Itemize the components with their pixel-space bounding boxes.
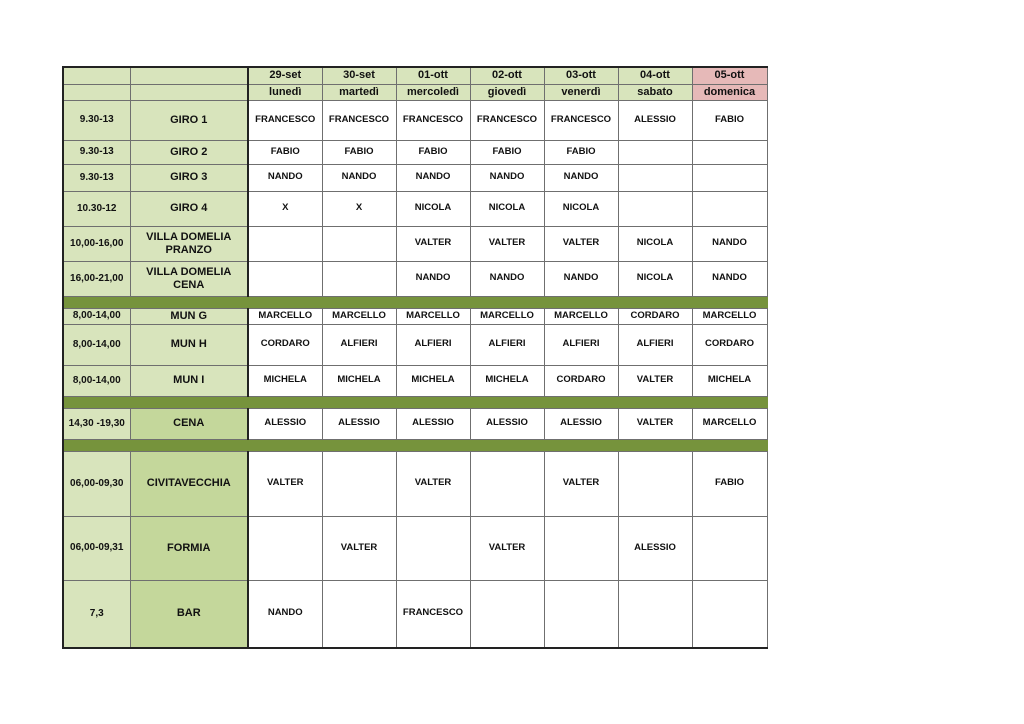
assignment-cell: FABIO: [692, 451, 767, 516]
separator-cell: [322, 439, 396, 451]
assignment-cell: MARCELLO: [692, 308, 767, 324]
separator-cell: [618, 396, 692, 408]
separator-cell: [63, 439, 130, 451]
table-row: [63, 408, 767, 439]
assignment-cell: VALTER: [470, 516, 544, 580]
assignment-cell: FRANCESCO: [396, 100, 470, 140]
table-row: [63, 140, 767, 164]
day-weekday-header: lunedì: [248, 84, 322, 100]
assignment-cell: FABIO: [396, 140, 470, 164]
assignment-cell: [396, 516, 470, 580]
assignment-cell: VALTER: [544, 226, 618, 261]
shift-label: GIRO 1: [130, 100, 248, 140]
assignment-cell: NICOLA: [618, 226, 692, 261]
assignment-cell: [322, 580, 396, 648]
assignment-cell: [322, 261, 396, 296]
assignment-cell: NANDO: [544, 164, 618, 191]
separator-cell: [396, 396, 470, 408]
assignment-cell: [618, 191, 692, 226]
assignment-cell: NANDO: [692, 261, 767, 296]
shift-time: 8,00-14,00: [63, 308, 130, 324]
assignment-cell: NICOLA: [470, 191, 544, 226]
assignment-cell: FABIO: [692, 100, 767, 140]
assignment-cell: [618, 140, 692, 164]
assignment-cell: ALFIERI: [396, 324, 470, 365]
assignment-cell: ALESSIO: [618, 516, 692, 580]
assignment-cell: MARCELLO: [692, 408, 767, 439]
separator-cell: [618, 296, 692, 308]
assignment-cell: [618, 164, 692, 191]
table-row: [63, 308, 767, 324]
table-row: [63, 191, 767, 226]
table-row: [63, 365, 767, 396]
assignment-cell: MICHELA: [692, 365, 767, 396]
day-date-header: 30-set: [322, 67, 396, 84]
assignment-cell: [544, 580, 618, 648]
separator-cell: [470, 439, 544, 451]
assignment-cell: X: [322, 191, 396, 226]
shift-time: 14,30 -19,30: [63, 408, 130, 439]
table-row: [63, 226, 767, 261]
section-separator: [63, 296, 767, 308]
assignment-cell: MICHELA: [470, 365, 544, 396]
separator-cell: [396, 439, 470, 451]
shift-time: 06,00-09,31: [63, 516, 130, 580]
header-blank: [63, 67, 130, 84]
separator-cell: [544, 296, 618, 308]
assignment-cell: ALESSIO: [248, 408, 322, 439]
assignment-cell: MICHELA: [396, 365, 470, 396]
shift-label: MUN I: [130, 365, 248, 396]
table-row: [63, 324, 767, 365]
assignment-cell: NANDO: [396, 261, 470, 296]
schedule-table: [62, 66, 768, 649]
assignment-cell: FABIO: [248, 140, 322, 164]
assignment-cell: NICOLA: [544, 191, 618, 226]
assignment-cell: FRANCESCO: [470, 100, 544, 140]
shift-time: 06,00-09,30: [63, 451, 130, 516]
shift-label: GIRO 3: [130, 164, 248, 191]
shift-label: FORMIA: [130, 516, 248, 580]
assignment-cell: [322, 451, 396, 516]
assignment-cell: NANDO: [544, 261, 618, 296]
assignment-cell: MICHELA: [248, 365, 322, 396]
day-weekday-header: mercoledì: [396, 84, 470, 100]
day-date-header: 03-ott: [544, 67, 618, 84]
shift-label: VILLA DOMELIA CENA: [130, 261, 248, 296]
assignment-cell: [470, 580, 544, 648]
assignment-cell: VALTER: [322, 516, 396, 580]
shift-time: 10,00-16,00: [63, 226, 130, 261]
shift-label: MUN H: [130, 324, 248, 365]
assignment-cell: NICOLA: [618, 261, 692, 296]
assignment-cell: [544, 516, 618, 580]
assignment-cell: NANDO: [470, 164, 544, 191]
day-date-header: 29-set: [248, 67, 322, 84]
assignment-cell: FRANCESCO: [322, 100, 396, 140]
separator-cell: [130, 296, 248, 308]
assignment-cell: ALFIERI: [470, 324, 544, 365]
day-weekday-header: martedì: [322, 84, 396, 100]
day-weekday-header: domenica: [692, 84, 767, 100]
section-separator: [63, 396, 767, 408]
shift-time: 9.30-13: [63, 100, 130, 140]
header-blank: [130, 67, 248, 84]
shift-label: VILLA DOMELIA PRANZO: [130, 226, 248, 261]
section-separator: [63, 439, 767, 451]
assignment-cell: MARCELLO: [396, 308, 470, 324]
separator-cell: [544, 439, 618, 451]
assignment-cell: MARCELLO: [322, 308, 396, 324]
day-date-header: 04-ott: [618, 67, 692, 84]
assignment-cell: [618, 580, 692, 648]
separator-cell: [692, 296, 767, 308]
assignment-cell: [322, 226, 396, 261]
assignment-cell: NANDO: [396, 164, 470, 191]
assignment-cell: ALESSIO: [618, 100, 692, 140]
assignment-cell: [692, 140, 767, 164]
header-blank: [130, 84, 248, 100]
assignment-cell: CORDARO: [544, 365, 618, 396]
shift-label: GIRO 4: [130, 191, 248, 226]
assignment-cell: VALTER: [618, 408, 692, 439]
separator-cell: [322, 296, 396, 308]
table-row: [63, 516, 767, 580]
day-weekday-header: giovedì: [470, 84, 544, 100]
assignment-cell: NANDO: [470, 261, 544, 296]
assignment-cell: VALTER: [470, 226, 544, 261]
assignment-cell: [692, 164, 767, 191]
assignment-cell: [248, 261, 322, 296]
assignment-cell: X: [248, 191, 322, 226]
separator-cell: [322, 396, 396, 408]
shift-label: MUN G: [130, 308, 248, 324]
assignment-cell: VALTER: [396, 226, 470, 261]
shift-time: 16,00-21,00: [63, 261, 130, 296]
day-date-header: 01-ott: [396, 67, 470, 84]
assignment-cell: [692, 516, 767, 580]
table-row: [63, 100, 767, 140]
assignment-cell: [692, 191, 767, 226]
schedule-sheet: [62, 66, 766, 649]
assignment-cell: MARCELLO: [248, 308, 322, 324]
shift-time: 9.30-13: [63, 140, 130, 164]
assignment-cell: ALESSIO: [470, 408, 544, 439]
separator-cell: [692, 396, 767, 408]
assignment-cell: [248, 226, 322, 261]
assignment-cell: VALTER: [618, 365, 692, 396]
assignment-cell: [692, 580, 767, 648]
table-row: [63, 261, 767, 296]
shift-label: BAR: [130, 580, 248, 648]
assignment-cell: VALTER: [396, 451, 470, 516]
separator-cell: [130, 439, 248, 451]
assignment-cell: MICHELA: [322, 365, 396, 396]
separator-cell: [470, 296, 544, 308]
table-row: [63, 164, 767, 191]
separator-cell: [544, 396, 618, 408]
assignment-cell: ALFIERI: [322, 324, 396, 365]
shift-label: GIRO 2: [130, 140, 248, 164]
separator-cell: [63, 396, 130, 408]
separator-cell: [63, 296, 130, 308]
separator-cell: [396, 296, 470, 308]
day-date-header: 02-ott: [470, 67, 544, 84]
separator-cell: [248, 439, 322, 451]
separator-cell: [692, 439, 767, 451]
assignment-cell: ALFIERI: [544, 324, 618, 365]
table-row: [63, 451, 767, 516]
assignment-cell: NANDO: [248, 164, 322, 191]
assignment-cell: NICOLA: [396, 191, 470, 226]
day-weekday-header: venerdì: [544, 84, 618, 100]
assignment-cell: NANDO: [248, 580, 322, 648]
header-blank: [63, 84, 130, 100]
assignment-cell: FRANCESCO: [544, 100, 618, 140]
assignment-cell: VALTER: [248, 451, 322, 516]
assignment-cell: [248, 516, 322, 580]
table-row: [63, 580, 767, 648]
header-row-date: [63, 67, 767, 84]
assignment-cell: NANDO: [322, 164, 396, 191]
assignment-cell: FABIO: [544, 140, 618, 164]
day-date-header: 05-ott: [692, 67, 767, 84]
assignment-cell: ALESSIO: [396, 408, 470, 439]
assignment-cell: [470, 451, 544, 516]
day-weekday-header: sabato: [618, 84, 692, 100]
shift-time: 10.30-12: [63, 191, 130, 226]
shift-time: 7,3: [63, 580, 130, 648]
shift-time: 9.30-13: [63, 164, 130, 191]
shift-time: 8,00-14,00: [63, 365, 130, 396]
assignment-cell: MARCELLO: [544, 308, 618, 324]
separator-cell: [130, 396, 248, 408]
assignment-cell: ALESSIO: [322, 408, 396, 439]
separator-cell: [248, 296, 322, 308]
assignment-cell: FRANCESCO: [396, 580, 470, 648]
assignment-cell: FABIO: [322, 140, 396, 164]
assignment-cell: FABIO: [470, 140, 544, 164]
assignment-cell: CORDARO: [248, 324, 322, 365]
shift-time: 8,00-14,00: [63, 324, 130, 365]
assignment-cell: CORDARO: [618, 308, 692, 324]
shift-label: CENA: [130, 408, 248, 439]
separator-cell: [618, 439, 692, 451]
assignment-cell: FRANCESCO: [248, 100, 322, 140]
assignment-cell: VALTER: [544, 451, 618, 516]
assignment-cell: CORDARO: [692, 324, 767, 365]
assignment-cell: MARCELLO: [470, 308, 544, 324]
assignment-cell: ALFIERI: [618, 324, 692, 365]
separator-cell: [248, 396, 322, 408]
assignment-cell: ALESSIO: [544, 408, 618, 439]
separator-cell: [470, 396, 544, 408]
assignment-cell: NANDO: [692, 226, 767, 261]
assignment-cell: [618, 451, 692, 516]
shift-label: CIVITAVECCHIA: [130, 451, 248, 516]
header-row-weekday: [63, 84, 767, 100]
